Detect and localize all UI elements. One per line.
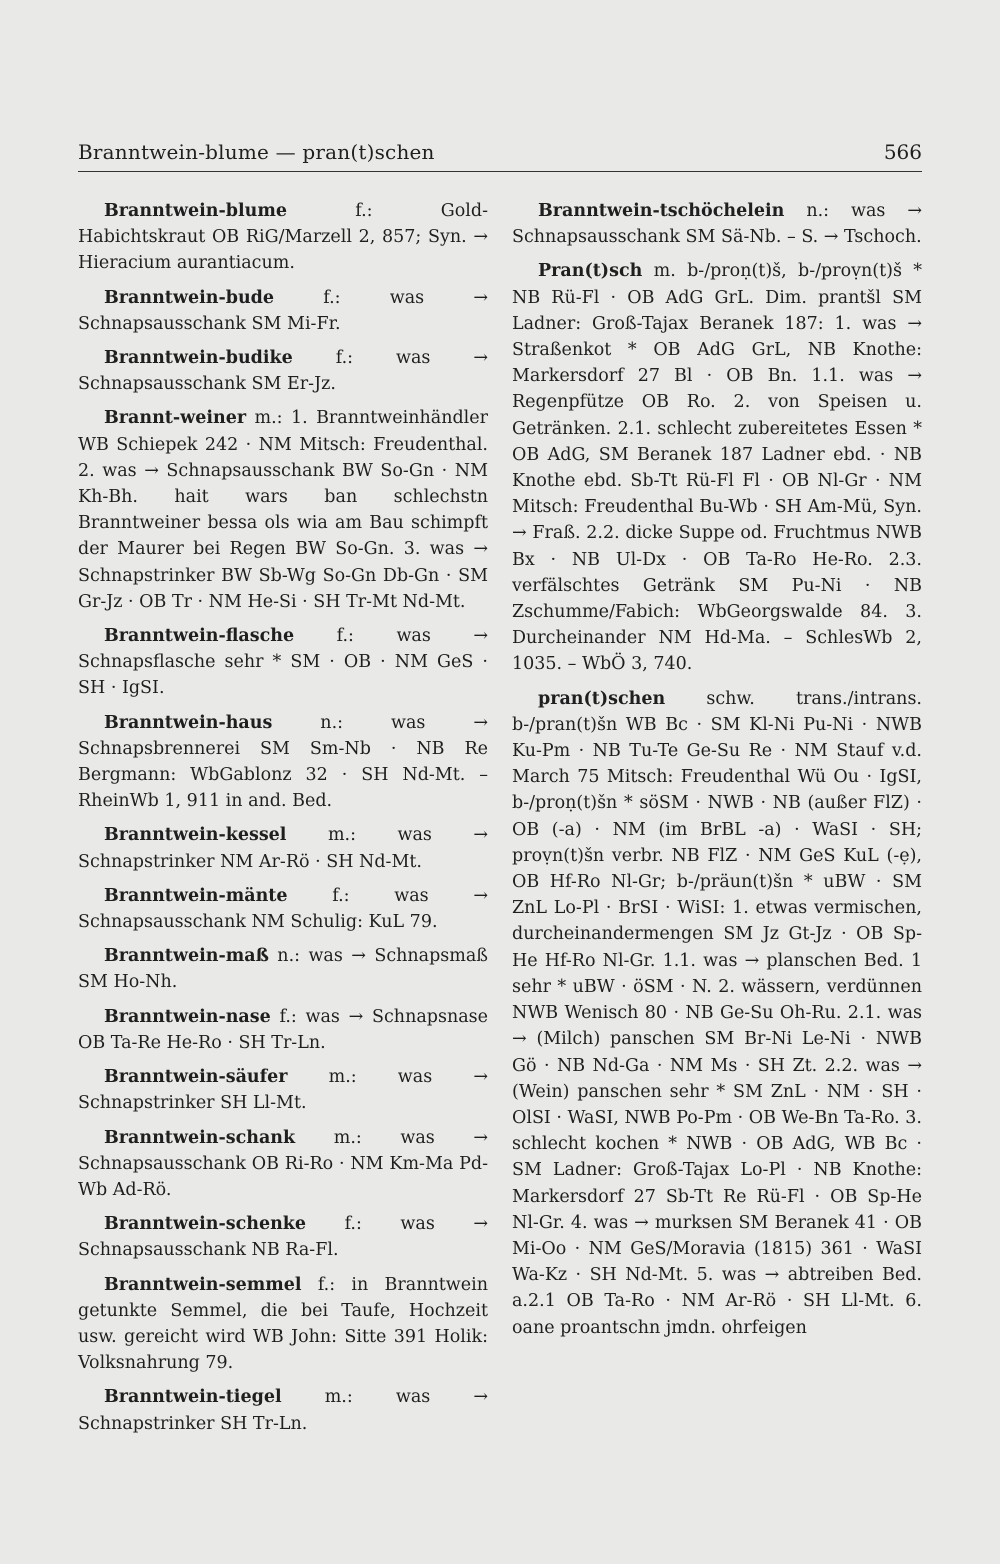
entry-headword: Branntwein-schank (104, 1127, 296, 1148)
entry-headword: Branntwein-tiegel (104, 1387, 282, 1408)
entry-headword: Pran(t)sch (538, 261, 643, 282)
entry-definition: f.: was → Schnapsnase OB Ta-Re He-Ro · SH Tr-Ln. (78, 1006, 488, 1053)
dictionary-entry (512, 686, 922, 1341)
dictionary-entry (78, 1064, 488, 1116)
dictionary-entry (78, 1211, 488, 1263)
entry-definition: f.: was → Schnapsausschank NB Ra-Fl. (78, 1214, 488, 1261)
dictionary-entry (78, 1004, 488, 1056)
page-number: 566 (883, 140, 922, 164)
entry-definition: m.: was → Schnapstrinker SH Tr-Ln. (78, 1387, 488, 1434)
entry-definition: m.: 1. Branntweinhändler WB Schiepek 242 · NM Mitsch: Freudenthal. 2. was → Schnapsausschank BW So-Gn · NM Kh-Bh. hait wars ban schlechstn Branntweiner bessa ols wia am Bau schimpft der Maurer bei Regen BW So-Gn. 3. was → Schnapstrinker BW Sb-Wg So-Gn Db-Gn · SM Gr-Jz · OB Tr · NM He-Si · SH Tr-Mt Nd-Mt. (78, 408, 488, 612)
dictionary-entry (78, 345, 488, 397)
entry-headword: Brannt-weiner (104, 408, 247, 429)
left-column (78, 198, 488, 1437)
entry-definition: schw. trans./intrans. b-/pran(t)šn WB Bc · SM Kl-Ni Pu-Ni · NWB Ku-Pm · NB Tu-Te Ge-Su Re · NM Stauf v.d. March 75 Mitsch: Freudenthal Wü Ou · IgSI, b-/proṇ(t)šn * söSM · NWB · NB (außer FlZ) · OB (-a) · NM (im BrBL -a) · WaSI · SH; proṿn(t)šn verbr. NB FlZ · NM GeS KuL (-ẹ), OB Hf-Ro Nl-Gr; b-/präun(t)šn * uBW · SM ZnL Lo-Pl · BrSI · WiSI: 1. etwas vermischen, durcheinandermengen SM Jz Gt-Jz · OB Sp-He Hf-Ro Nl-Gr. 1.1. was → planschen Bed. 1 sehr * uBW · öSM · N. 2. wässern, verdünnen NWB Wenisch 80 · NB Ge-Su Oh-Ru. 2.1. was → (Milch) panschen SM Br-Ni Le-Ni · NWB Gö · NB Nd-Ga · NM Ms · SH Zt. 2.2. was → (Wein) panschen sehr * SM ZnL · NM · SH · OlSI · WaSI, NWB Po-Pm · OB We-Bn Ta-Ro. 3. schlecht kochen * NWB · OB AdG, WB Bc · SM Ladner: Groß-Tajax Lo-Pl · NB Knothe: Markersdorf 27 Sb-Tt Re Rü-Fl · OB Sp-He Nl-Gr. 4. was → murksen SM Beranek 41 · OB Mi-Oo · NM GeS/Moravia (1815) 361 · WaSI Wa-Kz · SH Nd-Mt. 5. was → abtreiben Bed. a.2.1 OB Ta-Ro · NM Ar-Rö · SH Ll-Mt. 6. oane proantschn jmdn. ohrfeigen (512, 688, 922, 1338)
entry-headword: Branntwein-tschöchelein (538, 201, 785, 221)
entry-definition: m.: was → Schnapsausschank OB Ri-Ro · NM Km-Ma Pd-Wb Ad-Rö. (78, 1127, 488, 1200)
entry-headword: Branntwein-haus (104, 712, 273, 733)
dictionary-entry (78, 285, 488, 337)
entry-headword: Branntwein-nase (104, 1006, 271, 1027)
entry-definition: f.: Gold-Habichtskraut OB RiG/Marzell 2, 857; Syn. → Hieracium aurantiacum. (78, 201, 488, 274)
dictionary-entry (512, 258, 922, 677)
running-title: Branntwein-blume — pran(t)schen (78, 140, 435, 164)
dictionary-entry (78, 623, 488, 702)
entry-headword: Branntwein-budike (104, 348, 293, 369)
entry-headword: Branntwein-maß (104, 946, 269, 967)
entry-definition: f.: was → Schnapsausschank NM Schulig: KuL 79. (78, 885, 488, 933)
entry-headword: pran(t)schen (538, 688, 666, 709)
dictionary-entry (78, 710, 488, 815)
dictionary-entry (78, 198, 488, 277)
dictionary-entry (78, 405, 488, 615)
entry-definition: n.: was → Schnapsbrennerei SM Sm-Nb · NB Re Bergmann: WbGablonz 32 · SH Nd-Mt. – RheinWb 1, 911 in and. Bed. (78, 712, 488, 812)
entry-definition: m. b-/proṇ(t)š, b-/proṿn(t)š * NB Rü-Fl · OB AdG GrL. Dim. prantšl SM Ladner: Groß-Tajax Beranek 187: 1. was → Straßenkot * OB AdG GrL, NB Knothe: Markersdorf 27 Bl · OB Bn. 1.1. was → Regenpfütze OB Ro. 2. von Speisen u. Getränken. 2.1. schlecht zubereitetes Essen * OB AdG, SM Beranek 187 Ladner ebd. · NB Knothe ebd. Sb-Tt Rü-Fl Fl · OB Nl-Gr · NM Mitsch: Freudenthal Bu-Wb · SH Am-Mü, Syn. → Fraß. 2.2. dicke Suppe od. Fruchtmus NWB Bx · NB Ul-Dx · OB Ta-Ro He-Ro. 2.3. verfälschtes Getränk SM Pu-Ni · NB Zschumme/Fabich: WbGeorgswalde 84. 3. Durcheinander NM Hd-Ma. – SchlesWb 2, 1035. – WbÖ 3, 740. (512, 261, 922, 675)
dictionary-entry (78, 1384, 488, 1436)
entry-definition: f.: was → Schnapsausschank SM Mi-Fr. (78, 287, 488, 334)
entry-headword: Branntwein-bude (104, 287, 275, 308)
dictionary-entry (78, 943, 488, 995)
entry-headword: Branntwein-semmel (104, 1274, 302, 1295)
entry-definition: f.: was → Schnapsflasche sehr * SM · OB · NM GeS · SH · IgSI. (78, 626, 488, 699)
entry-headword: Branntwein-kessel (104, 825, 287, 846)
entry-definition: m.: was → Schnapstrinker SH Ll-Mt. (78, 1067, 488, 1114)
page-header (78, 137, 922, 172)
entry-headword: Branntwein-mänte (104, 885, 288, 906)
entry-definition: f.: in Branntwein getunkte Semmel, die bei Taufe, Hochzeit usw. gereicht wird WB John: Sitte 391 Holik: Volksnahrung 79. (78, 1274, 488, 1374)
entry-headword: Branntwein-flasche (104, 626, 295, 647)
entry-headword: Branntwein-säufer (104, 1067, 288, 1088)
dictionary-entry (78, 822, 488, 874)
dictionary-entry (78, 1272, 488, 1377)
dictionary-entry (512, 198, 922, 250)
entry-definition: f.: was → Schnapsausschank SM Er-Jz. (78, 348, 488, 395)
entry-headword: Branntwein-schenke (104, 1214, 307, 1235)
dictionary-entry (78, 1125, 488, 1204)
right-column (512, 198, 922, 1341)
entry-definition: n.: was → Schnapsmaß SM Ho-Nh. (78, 946, 488, 993)
dictionary-entry (78, 883, 488, 935)
entry-definition: n.: was → Schnapsausschank SM Sä-Nb. – S. → Tschoch. (512, 201, 922, 248)
entry-definition: m.: was → Schnapstrinker NM Ar-Rö · SH Nd-Mt. (78, 825, 488, 872)
entry-headword: Branntwein-blume (104, 201, 287, 221)
